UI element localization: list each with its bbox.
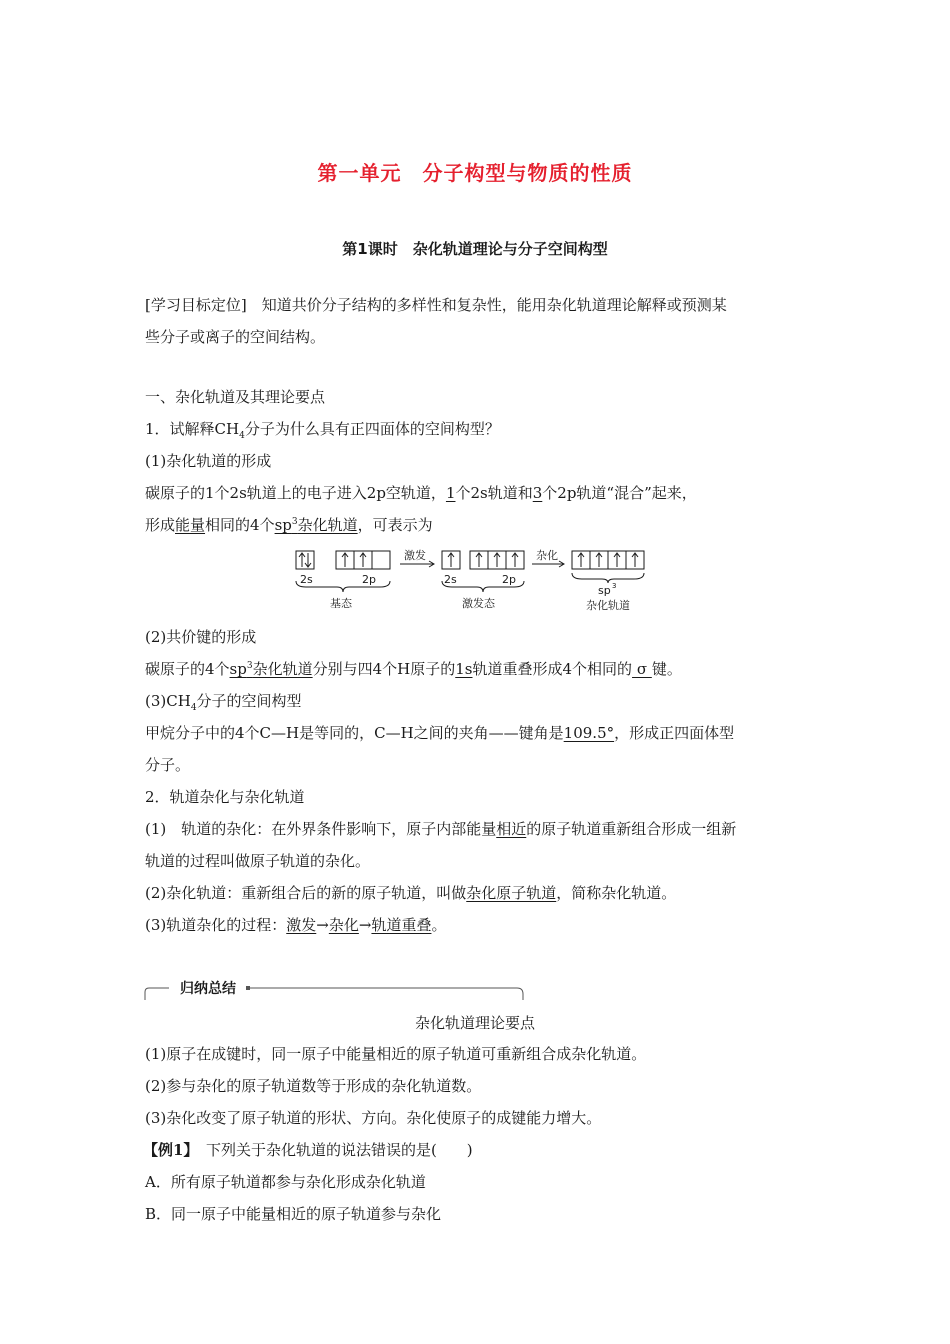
paragraph-line: (2)杂化轨道：重新组合后的新的原子轨道，叫做杂化原子轨道，简称杂化轨道。 xyxy=(145,884,677,902)
section-heading: 一、杂化轨道及其理论要点 xyxy=(145,388,326,406)
learning-objective-line2: 些分子或离子的空间结构。 xyxy=(145,328,326,346)
label-2p-ground: 2p xyxy=(362,573,376,586)
summary-point: (3)杂化改变了原子轨道的形状、方向。杂化使原子的成键能力增大。 xyxy=(145,1109,602,1127)
example-question: 【例1】 下列关于杂化轨道的说法错误的是( ) xyxy=(143,1141,473,1159)
label-excite-arrow: 激发 xyxy=(404,549,426,562)
subsection-title: $(3)CH_4$分子的空间构型 xyxy=(145,692,302,713)
label-sp3-sup: 3 xyxy=(612,582,617,590)
label-ground-state: 基态 xyxy=(330,597,352,610)
option-a: A．所有原子轨道都参与杂化形成杂化轨道 xyxy=(145,1173,426,1191)
subsection-title: (1)杂化轨道的形成 xyxy=(145,452,272,470)
summary-point: (2)参与杂化的原子轨道数等于形成的杂化轨道数。 xyxy=(145,1077,482,1095)
lesson-subtitle: 第1课时 杂化轨道理论与分子空间构型 xyxy=(342,240,608,258)
summary-center-title: 杂化轨道理论要点 xyxy=(414,1014,535,1032)
label-sp3: sp xyxy=(598,584,611,597)
question-2: 2．轨道杂化与杂化轨道 xyxy=(145,788,305,806)
question-1: 1．试解释$CH_4$分子为什么具有正四面体的空间构型？ xyxy=(145,420,500,441)
paragraph-line: (3)轨道杂化的过程：激发→杂化→轨道重叠。 xyxy=(145,916,447,934)
learning-objective-line1: [学习目标定位] 知道共价分子结构的多样性和复杂性，能用杂化轨道理论解释或预测某 xyxy=(145,296,727,314)
paragraph-line: 甲烷分子中的4个C—H是等同的，C—H之间的夹角——键角是109.5°，形成正四面体型 xyxy=(145,724,735,742)
label-2s-excited: 2s xyxy=(444,573,457,586)
paragraph-line: (1) 轨道的杂化：在外界条件影响下，原子内部能量相近的原子轨道重新组合形成一组新 xyxy=(145,820,737,838)
paragraph-line: 碳原子的4个$sp^3$杂化轨道分别与四4个H原子的1s轨道重叠形成4个相同的 σ 键。 xyxy=(145,660,682,678)
label-2s-ground: 2s xyxy=(300,573,313,586)
paragraph-line: 形成能量相同的4个$sp^3$杂化轨道，可表示为 xyxy=(145,516,433,534)
summary-label: 归纳总结 xyxy=(176,978,240,998)
page-title: 第一单元 分子构型与物质的性质 xyxy=(317,161,633,185)
paragraph-line: 分子。 xyxy=(145,756,191,774)
example-tag: 【例1】 xyxy=(143,1141,191,1159)
label-hybridize-arrow: 杂化 xyxy=(536,549,558,562)
summary-point: (1)原子在成键时，同一原子中能量相近的原子轨道可重新组合成杂化轨道。 xyxy=(145,1045,647,1063)
summary-box-header xyxy=(143,978,525,1002)
label-hybrid-orbital: 杂化轨道 xyxy=(586,599,630,612)
paragraph-line: 碳原子的1个2s轨道上的电子进入2p空轨道，1个2s轨道和3个2p轨道“混合”起来， xyxy=(145,484,697,502)
option-b: B．同一原子中能量相近的原子轨道参与杂化 xyxy=(145,1205,442,1223)
subsection-title: (2)共价键的形成 xyxy=(145,628,257,646)
paragraph-line: 轨道的过程叫做原子轨道的杂化。 xyxy=(145,852,371,870)
orbital-hybridization-diagram xyxy=(292,547,662,617)
label-2p-excited: 2p xyxy=(502,573,516,586)
label-excited-state-text: 激发态 xyxy=(462,597,495,610)
